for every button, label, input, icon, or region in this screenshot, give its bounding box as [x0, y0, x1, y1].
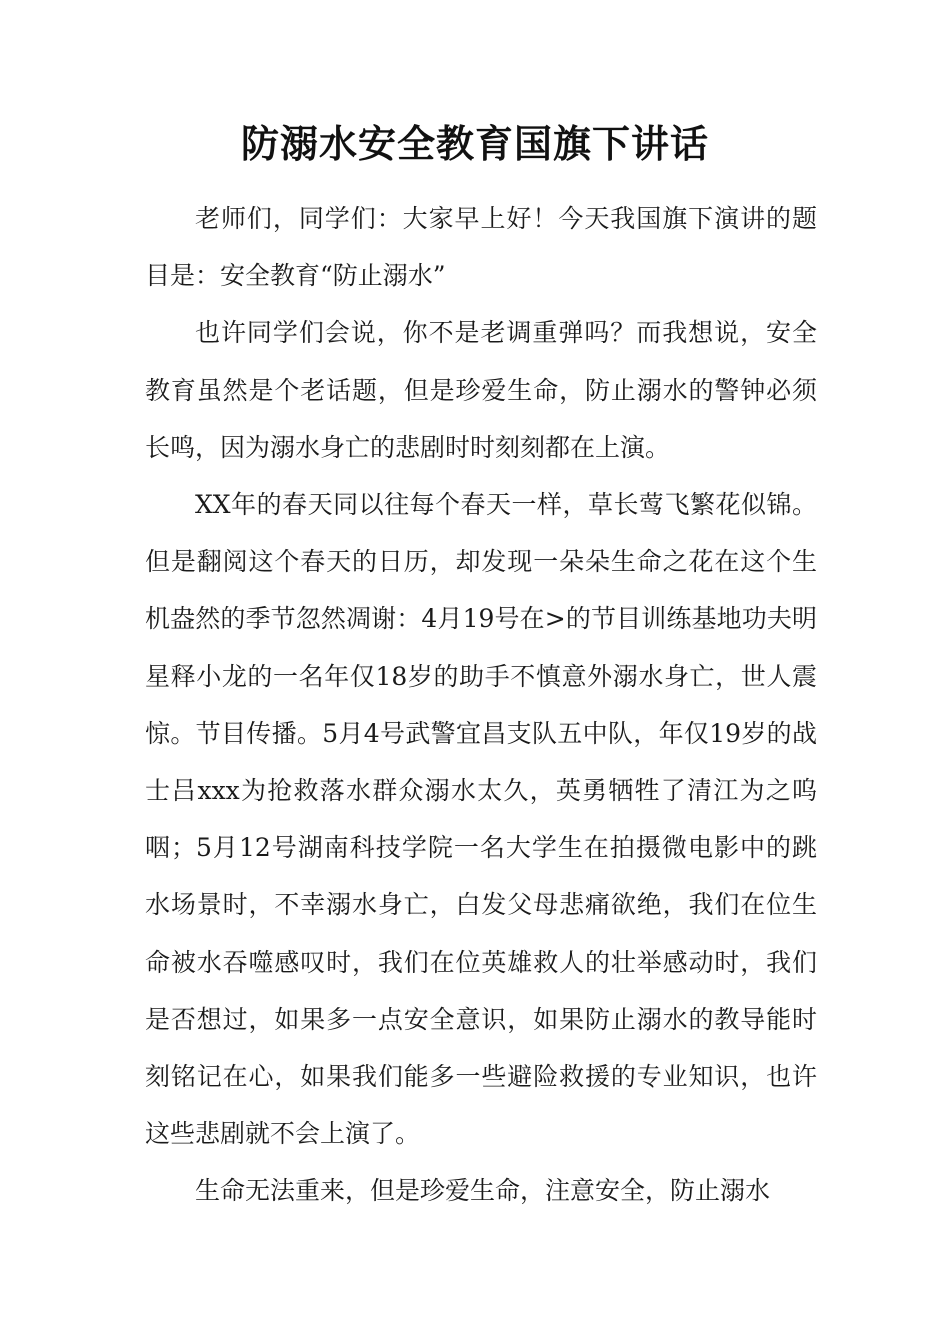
- paragraph-conclusion: 生命无法重来，但是珍爱生命，注意安全，防止溺水: [195, 1176, 771, 1206]
- paragraph-greeting: 老师们，同学们：大家早上好！今天我国旗下演讲的题目是：安全教育“防止溺水”: [145, 204, 817, 291]
- paragraph-intro: 也许同学们会说，你不是老调重弹吗？而我想说，安全教育虽然是个老话题，但是珍爱生命，防止溺水的警钟必须长鸣，因为溺水身亡的悲剧时时刻刻都在上演。: [145, 318, 817, 462]
- document-body: [145, 190, 817, 1220]
- paragraph-cases: XX年的春天同以往每个春天一样，草长莺飞繁花似锦。但是翻阅这个春天的日历，却发现一朵朵生命之花在这个生机盎然的季节忽然凋谢：4月19号在>的节目训练基地功夫明星释小龙的一名年仅18岁的助手不慎意外溺水身亡，世人震惊。节目传播。5月4号武警宜昌支队五中队，年仅19岁的战士吕xxx为抢救落水群众溺水太久，英勇牺牲了清江为之呜咽；5月12号湖南科技学院一名大学生在拍摄微电影中的跳水场景时，不幸溺水身亡，白发父母悲痛欲绝，我们在位生命被水吞噬感叹时，我们在位英雄救人的壮举感动时，我们是否想过，如果多一点安全意识，如果防止溺水的教导能时刻铭记在心，如果我们能多一些避险救援的专业知识，也许这些悲剧就不会上演了。: [145, 490, 817, 1149]
- document-title: 防溺水安全教育国旗下讲话: [240, 121, 709, 166]
